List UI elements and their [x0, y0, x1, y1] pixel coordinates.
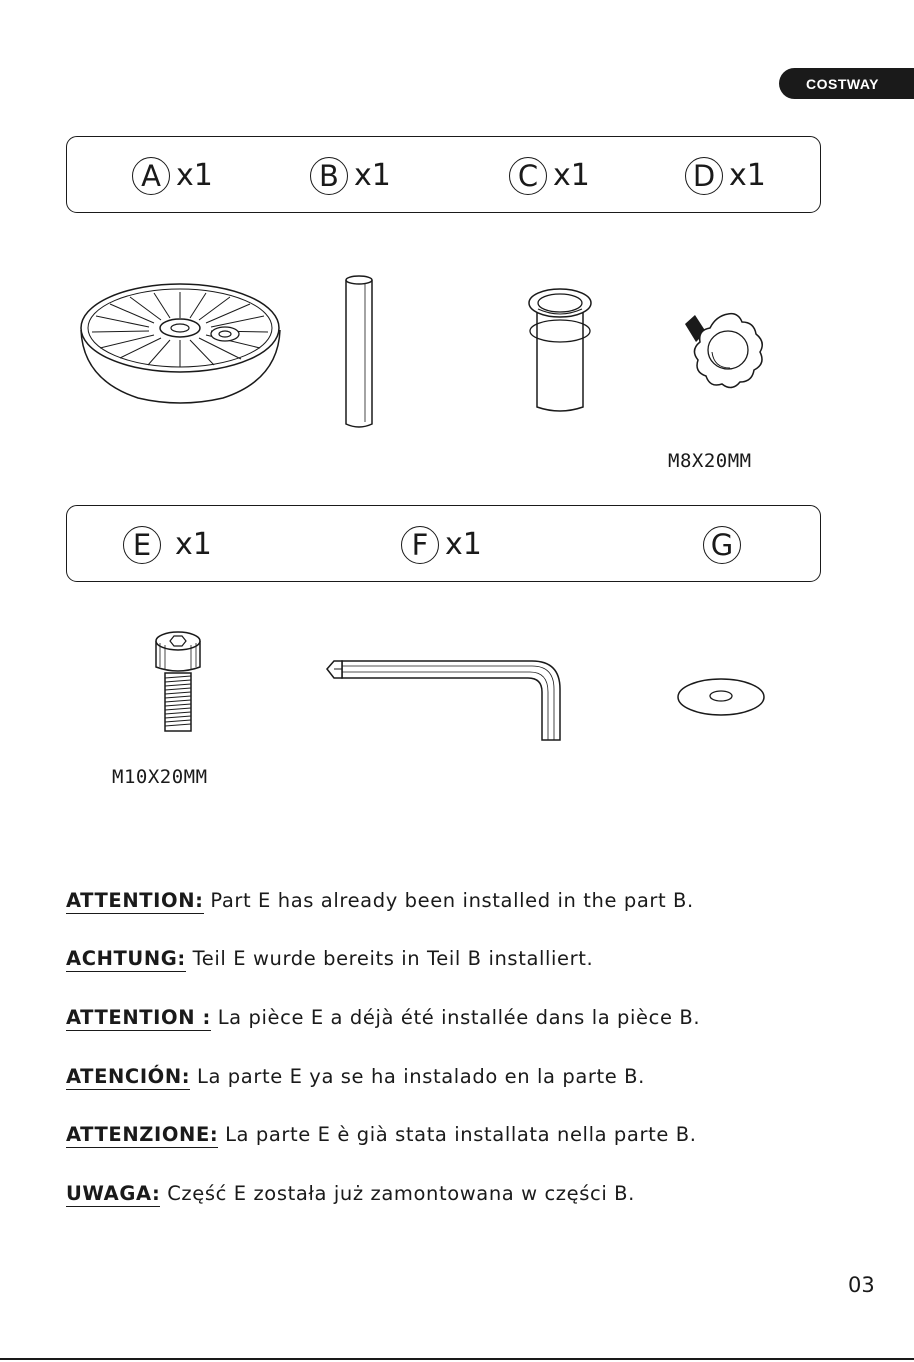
part-quantity: x1: [553, 158, 590, 193]
base-disc-icon: [78, 280, 283, 410]
part-quantity: x1: [729, 158, 766, 193]
sleeve-icon: [524, 285, 604, 417]
note-polish: [66, 1181, 635, 1207]
note-italian: [66, 1122, 697, 1148]
brand-logo: COSTWAY: [779, 68, 914, 99]
note-german: [66, 946, 593, 972]
part-a: [132, 156, 213, 196]
note-english: [66, 888, 694, 914]
part-letter: E: [123, 526, 161, 564]
part-quantity: x1: [176, 158, 213, 193]
part-b: [310, 156, 391, 196]
note-text: La pièce E a déjà été installée dans la pièce B.: [210, 1006, 701, 1029]
note-text: Teil E wurde bereits in Teil B installiert.: [185, 947, 594, 970]
knob-icon: [682, 306, 772, 392]
part-letter: A: [132, 157, 170, 195]
bolt-icon: [150, 627, 206, 737]
note-text: Part E has already been installed in the part B.: [203, 889, 694, 912]
part-letter: G: [703, 526, 741, 564]
note-keyword: ATTENTION :: [66, 1006, 211, 1029]
part-quantity: x1: [445, 527, 482, 562]
part-d: [685, 156, 766, 196]
note-keyword: ATTENZIONE:: [66, 1123, 219, 1146]
part-g: [703, 525, 747, 565]
part-quantity: x1: [354, 158, 391, 193]
note-text: La parte E ya se ha instalado en la parte B.: [190, 1065, 645, 1088]
bottom-divider: [0, 1358, 914, 1360]
note-keyword: ATTENTION:: [66, 889, 204, 912]
note-french: [66, 1005, 700, 1031]
parts-list-row-2: [66, 505, 821, 582]
part-letter: B: [310, 157, 348, 195]
note-keyword: UWAGA:: [66, 1182, 161, 1205]
parts-list-row-1: [66, 136, 821, 213]
note-keyword: ACHTUNG:: [66, 947, 186, 970]
note-keyword: ATENCIÓN:: [66, 1065, 191, 1088]
part-letter: D: [685, 157, 723, 195]
part-letter: F: [401, 526, 439, 564]
washer-icon: [674, 675, 768, 719]
note-text: La parte E è già stata installata nella parte B.: [218, 1123, 697, 1146]
bolt-size-label: M10X20MM: [112, 766, 208, 788]
part-letter: C: [509, 157, 547, 195]
pole-icon: [343, 272, 377, 432]
part-f: [401, 525, 482, 565]
hex-key-icon: [324, 656, 566, 746]
note-spanish: [66, 1064, 645, 1090]
part-e: [123, 525, 212, 565]
knob-size-label: M8X20MM: [668, 450, 752, 472]
part-quantity: x1: [175, 527, 212, 562]
page-number: 03: [848, 1273, 875, 1297]
part-c: [509, 156, 590, 196]
note-text: Część E została już zamontowana w części B.: [160, 1182, 635, 1205]
